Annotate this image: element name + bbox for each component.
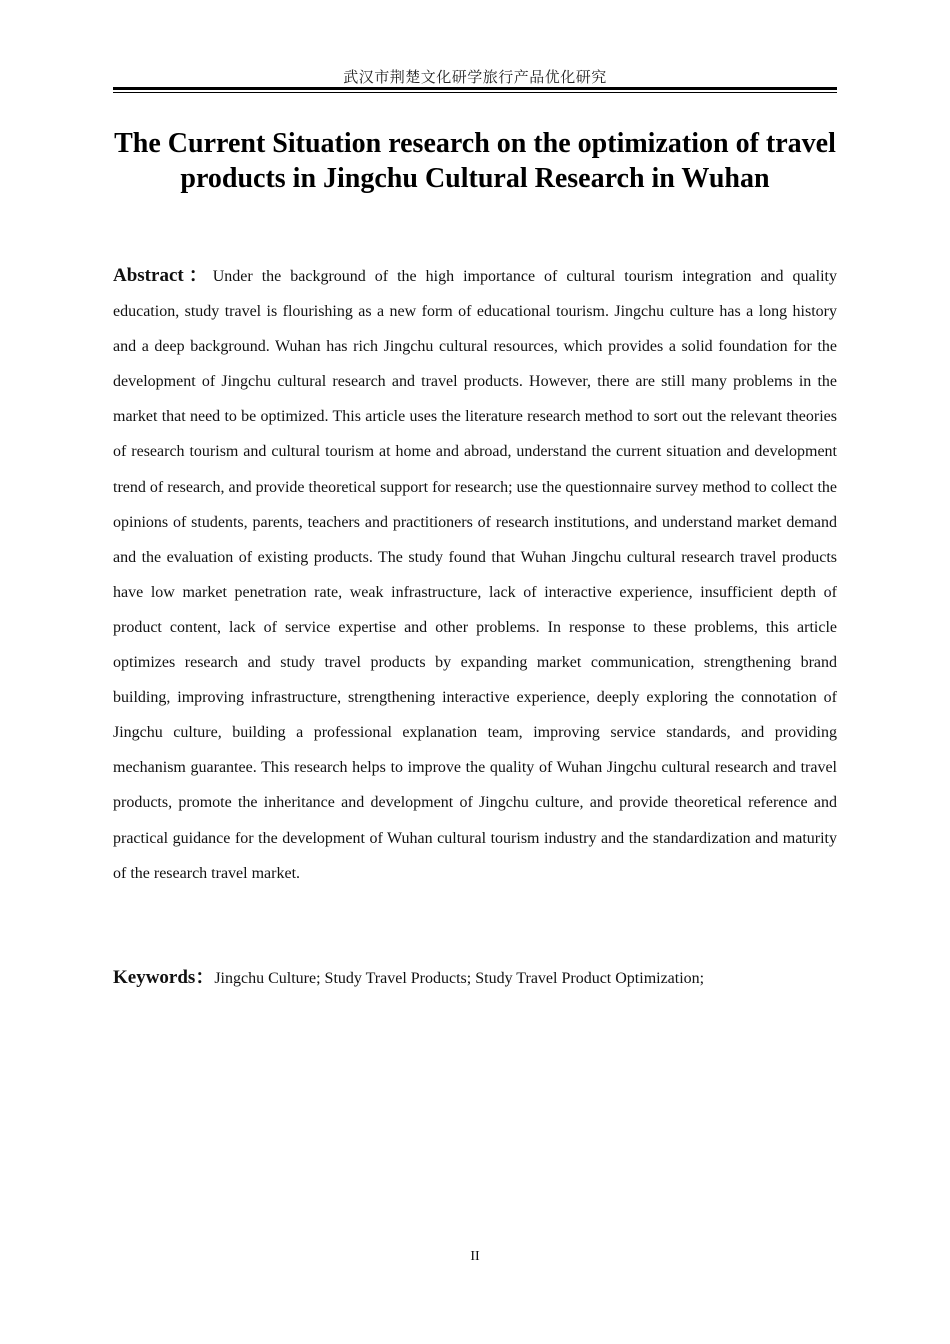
header-rule-thin: [113, 92, 837, 93]
paper-title: The Current Situation research on the optimization of travel products in Jingchu Cultural Research in Wuhan: [114, 128, 836, 194]
keywords-paragraph: [113, 963, 837, 994]
abstract-paragraph: [113, 258, 837, 891]
keywords-text: Jingchu Culture; Study Travel Products; Study Travel Product Optimization;: [214, 970, 705, 987]
keywords-label: Keywords：: [113, 967, 215, 988]
abstract-label: Abstract：: [113, 265, 213, 286]
header-rule-thick: [113, 87, 837, 90]
page-number: II: [470, 1249, 480, 1264]
abstract-text: Under the background of the high importance of cultural tourism integration and quality education, study travel is flourishing as a new form of educational tourism. Jingchu culture has a long history and a deep background. Wuhan has rich Jingchu cultural resources, which provides a solid foundation for the development of Jingchu cultural research and travel products. However, there are still many problems in the market that need to be optimized. This article uses the literature research method to sort out the relevant theories of research tourism and cultural tourism at home and abroad, understand the current situation and development trend of research, and provide theoretical support for research; use the questionnaire survey method to collect the opinions of students, parents, teachers and practitioners of research institutions, and understand market demand and the evaluation of existing products. The study found that Wuhan Jingchu cultural research travel products have low market penetration rate, weak infrastructure, lack of interactive experience, insufficient depth of product content, lack of service expertise and other problems. In response to these problems, this article optimizes research and study travel products by expanding market communication, strengthening brand building, improving infrastructure, strengthening interactive experience, deeply exploring the connotation of Jingchu culture, building a professional explanation team, improving service standards, and providing mechanism guarantee. This research helps to improve the quality of Wuhan Jingchu cultural research and travel products, promote the inheritance and development of Jingchu culture, and provide theoretical reference and practical guidance for the development of Wuhan cultural tourism industry and the standardization and maturity of the research travel market.: [113, 268, 837, 882]
running-header: 武汉市荆楚文化研学旅行产品优化研究: [343, 68, 607, 86]
